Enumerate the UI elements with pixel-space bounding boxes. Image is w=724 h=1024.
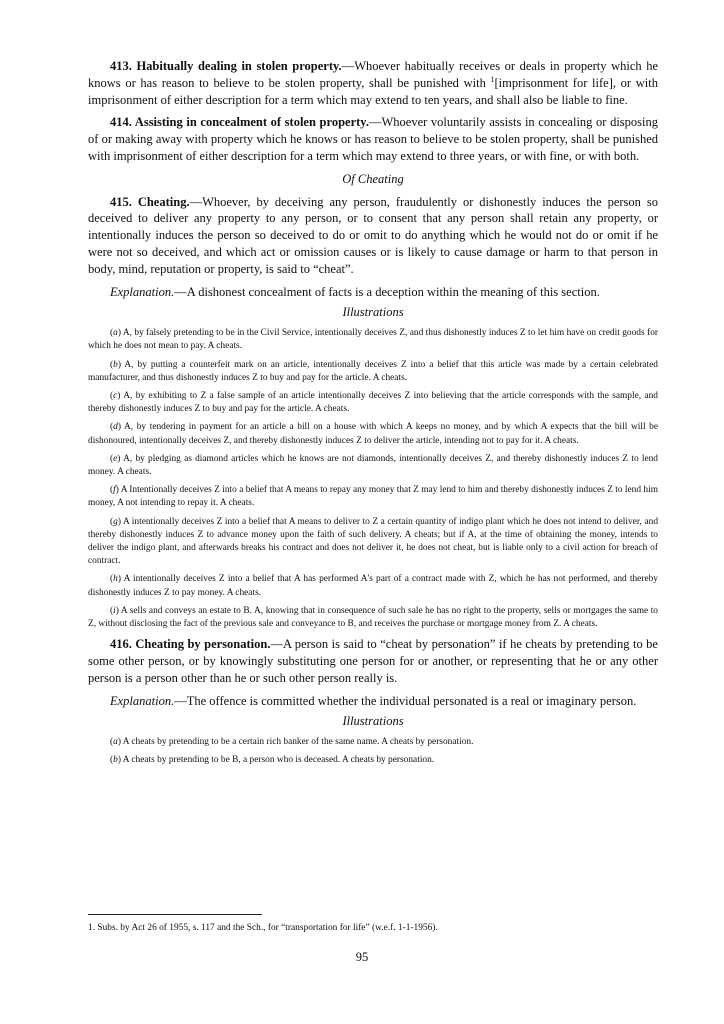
section-416-text: —A person is said to “cheat by personation” if he cheats by pretending to be some other person, or by knowingly substituting one person for or another, or representing that he or any other person is a person other than he or such other person really is. [88, 637, 658, 685]
footnote-divider [88, 914, 262, 915]
illustration-c: (c) A, by exhibiting to Z a false sample of an article intentionally deceives Z into believing that the article corresponds with the sample, and thereby dishonestly induces Z to buy and pay for the article. A cheats. [88, 390, 658, 415]
document-page [88, 58, 658, 773]
illustration-text: A, by tendering in payment for an article a bill on a house with which A keeps no money, and by which A expects that the bill will be dishonoured, intentionally deceives Z, and thereby dishonestly induces Z to deliver the article, intending not to pay for it. A cheats. [88, 422, 658, 446]
illustration-f: (f) A Intentionally deceives Z into a belief that A means to repay any money that Z may lend to him and thereby dishonestly induces Z to lend him money, A not intending to repay it. A cheats. [88, 485, 658, 509]
section-414-text: —Whoever voluntarily assists in concealing or disposing of or making away with property which he knows or has reason to believe to be stolen property, shall be punished with imprisonment of either description for a term which may extend to three years, or with fine, or with both. [88, 115, 658, 163]
illustration-text: A intentionally deceives Z into a belief that A has performed A's part of a contract made with Z, which he has not performed, and thereby dishonestly induces Z to pay money. A cheats. [88, 574, 658, 598]
illustration-letter: h [113, 574, 118, 585]
explanation-label: Explanation. [110, 693, 175, 708]
explanation-label: Explanation. [110, 284, 175, 299]
illustration-h: (h) A intentionally deceives Z into a belief that A has performed A's part of a contract made with Z, which he has not performed, and thereby dishonestly induces Z to pay money. A cheats. [88, 574, 658, 598]
illustration-i: (i) A sells and conveys an estate to B. A, knowing that in consequence of such sale he has no right to the property, sells or mortgages the same to Z, without disclosing the fact of the previous sale and conveyance to B, and receives the purchase or mortgage money from Z. A cheats. [88, 605, 658, 630]
illustration-text: A, by pledging as diamond articles which he knows are not diamonds, intentionally deceives Z, and thereby dishonestly induces Z to lend money. A cheats. [88, 453, 658, 477]
illustrations-list-416 [88, 736, 658, 767]
section-413-title: 413. Habitually dealing in stolen property. [110, 59, 342, 73]
section-415-text: —Whoever, by deceiving any person, fraudulently or dishonestly induces the person so deceived to deliver any property to any person, or to consent that any person shall retain any property, or intentionally induces the person so deceived to do or omit to do anything which he would not do or omit if he were not so deceived, and which act or omission causes or is likely to cause damage or harm to that person in body, mind, reputation or property, is said to “cheat”. [88, 194, 658, 276]
illustration-a: (a) A cheats by pretending to be a certain rich banker of the same name. A cheats by personation. [110, 737, 474, 748]
illustration-letter: g [113, 516, 118, 527]
footnote-marker[interactable]: 1 [490, 74, 495, 84]
illustration-letter: a [113, 328, 118, 339]
illustration-text: A, by exhibiting to Z a false sample of an article intentionally deceives Z into believing that the article corresponds with the sample, and thereby dishonestly induces Z to buy and pay for the article. A cheats. [88, 390, 658, 415]
section-416 [88, 636, 658, 686]
footnote: 1. Subs. by Act 26 of 1955, s. 117 and the Sch., for “transportation for life” (w.e.f. 1-1-1956). [88, 923, 438, 933]
illustration-letter: d [113, 422, 118, 433]
illustrations-heading-416: Illustrations [342, 714, 404, 729]
explanation-text: —A dishonest concealment of facts is a deception within the meaning of this section. [174, 284, 600, 299]
section-413-text-cont: [imprisonment for life], or with imprisonment of either description for a term which may extend to ten years, and shall also be liable to fine. [88, 75, 658, 107]
illustration-text: A, by falsely pretending to be in the Civil Service, intentionally deceives Z, and thus dishonestly induces Z to let him have on credit goods for which he does not mean to pay. A cheats. [88, 328, 658, 352]
of-cheating-heading: Of Cheating [342, 171, 404, 186]
illustration-letter: a [113, 737, 118, 748]
illustration-letter: b [113, 359, 118, 370]
illustration-d: (d) A, by tendering in payment for an article a bill on a house with which A keeps no money, and by which A expects that the bill will be dishonoured, intentionally deceives Z, and thereby dishonestly induces Z to deliver the article, intending not to pay for it. A cheats. [88, 422, 658, 446]
illustration-text: A cheats by pretending to be B, a person who is deceased. A cheats by personation. [122, 755, 435, 766]
illustration-text: A Intentionally deceives Z into a belief that A means to repay any money that Z may lend to him and thereby dishonestly induces Z to lend him money, A not intending to repay it. A cheats. [88, 485, 658, 509]
section-414-title: 414. Assisting in concealment of stolen property. [110, 115, 369, 130]
illustration-b: (b) A, by putting a counterfeit mark on an article, intentionally deceives Z into a belief that this article was made by a certain celebrated manufacturer, and thus dishonestly induces Z to buy and pay for the article. A cheats. [88, 359, 658, 383]
illustration-a: (a) A, by falsely pretending to be in the Civil Service, intentionally deceives Z, and thus dishonestly induces Z to let him have on credit goods for which he does not mean to pay. A cheats. [88, 328, 658, 352]
section-416-explanation [88, 693, 658, 710]
section-415 [88, 194, 658, 278]
section-414 [88, 114, 658, 164]
illustration-letter: b [113, 755, 118, 766]
illustration-text: A intentionally deceives Z into a belief that A means to deliver to Z a certain quantity of indigo plant which he does not intend to deliver, and thereby dishonestly induces Z to advance money upon the faith of such delivery. A cheats; but if A, at the time of obtaining the money, intends to deliver the indigo plant, and afterwards breaks his contract and does not deliver it, he does not cheat, but is liable only to a civil action for breach of contract. [88, 516, 659, 567]
illustration-g: (g) A intentionally deceives Z into a belief that A means to deliver to Z a certain quantity of indigo plant which he does not intend to deliver, and thereby dishonestly induces Z to advance money upon the faith of such delivery. A cheats; but if A, at the time of obtaining the money, intends to deliver the indigo plant, and afterwards breaks his contract and does not deliver it, he does not cheat, but is liable only to a civil action for breach of contract. [88, 516, 659, 567]
illustration-b: (b) A cheats by pretending to be B, a person who is deceased. A cheats by personation. [110, 755, 435, 766]
section-415-title: 415. Cheating. [110, 194, 190, 209]
illustration-text: A, by putting a counterfeit mark on an article, intentionally deceives Z into a belief that this article was made by a certain celebrated manufacturer, and thus dishonestly induces Z to buy and pay for the article. A cheats. [88, 359, 658, 383]
illustration-text: A sells and conveys an estate to B. A, knowing that in consequence of such sale he has no right to the property, sells or mortgages the same to Z, without disclosing the fact of the previous sale and conveyance to B, and receives the purchase or mortgage money from Z. A cheats. [88, 605, 658, 630]
page-number: 95 [355, 950, 369, 964]
section-415-explanation [88, 284, 658, 301]
section-413 [88, 58, 658, 108]
illustrations-list-415 [88, 327, 658, 631]
illustration-letter: i [113, 605, 116, 616]
illustration-letter: c [113, 390, 118, 401]
illustration-text: A cheats by pretending to be a certain rich banker of the same name. A cheats by personation. [122, 737, 474, 748]
illustrations-heading-415: Illustrations [342, 305, 404, 320]
illustration-e: (e) A, by pledging as diamond articles which he knows are not diamonds, intentionally deceives Z, and thereby dishonestly induces Z to lend money. A cheats. [88, 453, 658, 477]
explanation-text: —The offence is committed whether the individual personated is a real or imaginary person. [174, 693, 637, 708]
section-416-title: 416. Cheating by personation. [110, 637, 271, 652]
illustration-letter: f [113, 485, 116, 496]
section-413-text: —Whoever habitually receives or deals in property which he knows or has reason to believe to be stolen property, shall be punished with [88, 59, 659, 90]
illustration-letter: e [113, 453, 118, 464]
